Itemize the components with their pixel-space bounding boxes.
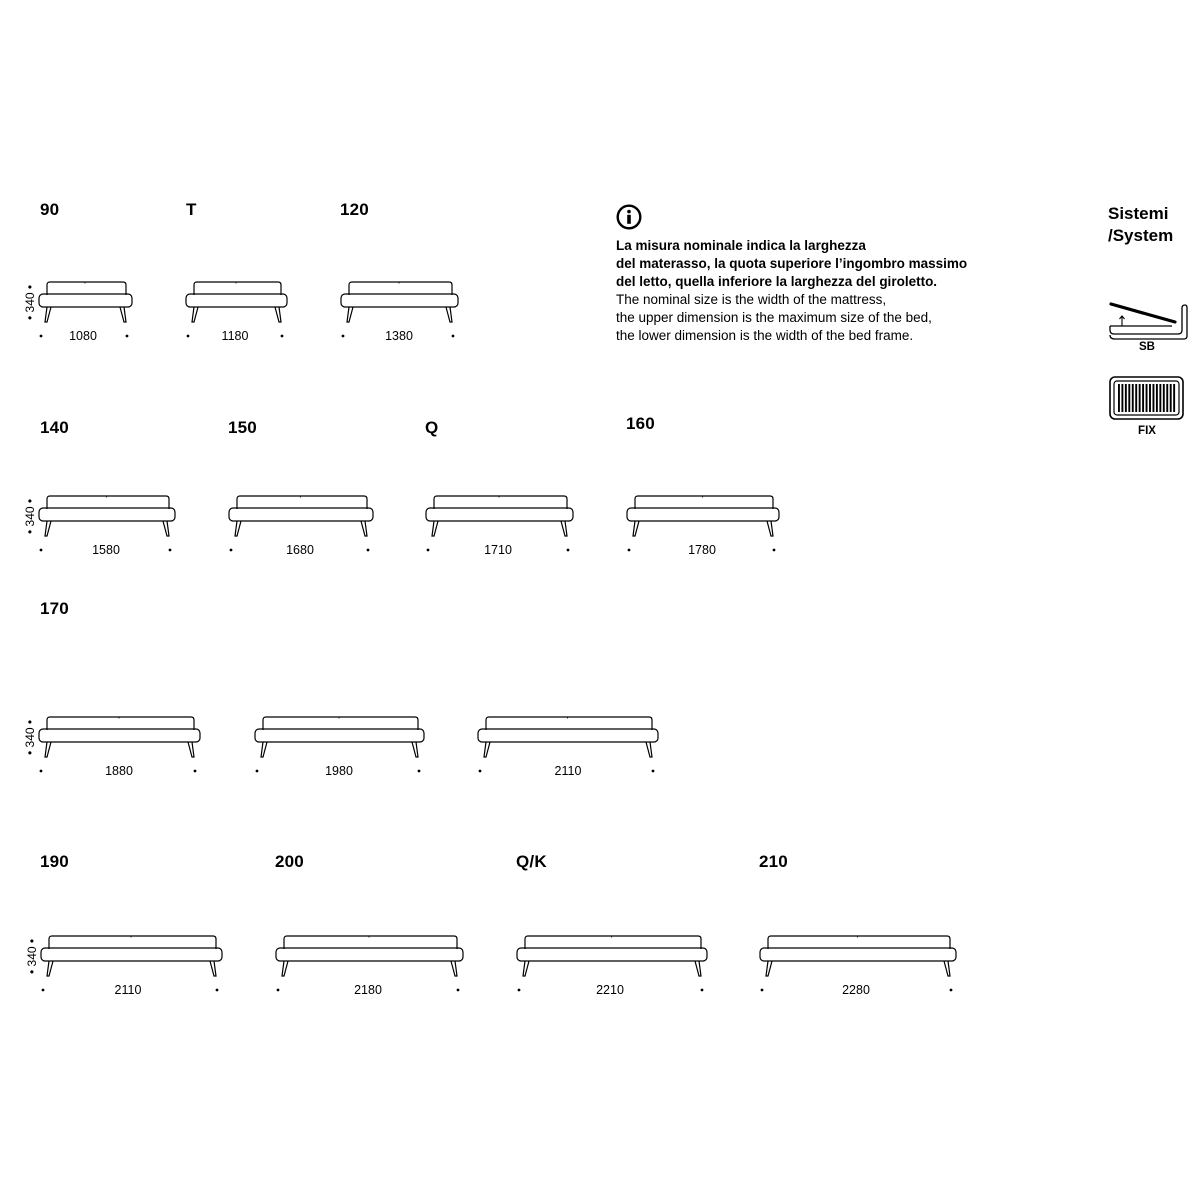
bed-leg xyxy=(451,961,457,976)
bed-frame xyxy=(39,294,132,307)
systems-title xyxy=(1108,203,1173,247)
height-dimension: • 340 • xyxy=(23,719,37,755)
size-label: Q xyxy=(425,418,439,437)
dimension-dot xyxy=(367,549,370,552)
bed-leg xyxy=(944,961,950,976)
width-dimension: 1880 xyxy=(105,764,133,778)
dimension-dot xyxy=(652,770,655,773)
bed-leg xyxy=(282,961,288,976)
dimension-dot xyxy=(452,335,455,338)
bed-headboard xyxy=(349,282,452,295)
bed-headboard xyxy=(635,496,773,509)
dimension-dot xyxy=(187,335,190,338)
dimension-dot xyxy=(281,335,284,338)
bed-frame xyxy=(517,948,707,961)
width-dimension: 1680 xyxy=(286,543,314,557)
bed-frame xyxy=(760,948,956,961)
bed-leg xyxy=(120,307,126,322)
info-line: La misura nominale indica la larghezza xyxy=(616,238,866,253)
bed-leg xyxy=(432,521,438,536)
dimension-dot xyxy=(42,989,45,992)
slat xyxy=(1163,384,1165,412)
width-dimension: 1580 xyxy=(92,543,120,557)
slat xyxy=(1139,384,1141,412)
width-dimension: 1980 xyxy=(325,764,353,778)
dimension-dot xyxy=(518,989,521,992)
dimension-dot xyxy=(126,335,129,338)
bed-headboard xyxy=(237,496,367,509)
size-label: 210 xyxy=(759,852,788,871)
width-dimension: 1180 xyxy=(221,329,249,343)
bed-headboard xyxy=(284,936,457,949)
systems-title-line: Sistemi xyxy=(1108,204,1169,223)
systems-title-line: /System xyxy=(1108,226,1174,245)
width-dimension: 2110 xyxy=(554,764,582,778)
storage-bed-icon xyxy=(1106,298,1188,344)
bed-headboard xyxy=(434,496,567,509)
slat xyxy=(1146,384,1148,412)
size-label: 170 xyxy=(40,599,69,618)
size-label: 190 xyxy=(40,852,69,871)
info-line: the lower dimension is the width of the bed frame. xyxy=(616,328,914,343)
bed-leg xyxy=(163,521,169,536)
bed-leg xyxy=(646,742,652,757)
width-dimension: 1080 xyxy=(69,329,97,343)
slat xyxy=(1121,384,1123,412)
width-dimension: 2210 xyxy=(596,983,624,997)
bed-headboard xyxy=(525,936,701,949)
size-label: 200 xyxy=(275,852,304,871)
size-label: Q/K xyxy=(516,852,547,871)
dimension-dot xyxy=(40,335,43,338)
info-line: del materasso, la quota superiore l’ingombro massimo xyxy=(616,256,968,271)
width-dimension: 2180 xyxy=(354,983,382,997)
bed-headboard xyxy=(768,936,950,949)
bed-frame xyxy=(426,508,573,521)
system-label-fix: FIX xyxy=(1138,425,1156,437)
bed-headboard xyxy=(263,717,418,730)
slat xyxy=(1125,384,1127,412)
size-label: 140 xyxy=(40,418,69,437)
bed-frame xyxy=(276,948,463,961)
dimension-dot xyxy=(479,770,482,773)
bed-frame xyxy=(478,729,658,742)
bed-leg xyxy=(347,307,353,322)
bed-leg xyxy=(767,521,773,536)
slat xyxy=(1159,384,1161,412)
bed-headboard xyxy=(49,936,216,949)
dimension-dot xyxy=(628,549,631,552)
info-line: the upper dimension is the maximum size of the bed, xyxy=(616,310,932,325)
bed-leg xyxy=(192,307,198,322)
size-label: 150 xyxy=(228,418,257,437)
dimension-dot xyxy=(761,989,764,992)
bed-leg xyxy=(523,961,529,976)
slat xyxy=(1166,384,1168,412)
size-label: 90 xyxy=(40,200,60,219)
slat xyxy=(1173,384,1175,412)
bed-frame xyxy=(41,948,222,961)
slat xyxy=(1118,384,1120,412)
height-dimension: • 340 • xyxy=(23,498,37,534)
slat xyxy=(1156,384,1158,412)
bed-frame xyxy=(39,729,200,742)
bed-frame xyxy=(341,294,458,307)
bed-headboard xyxy=(486,717,652,730)
info-text-italian xyxy=(616,237,967,291)
dimension-dot xyxy=(230,549,233,552)
height-dimension: • 340 • xyxy=(23,284,37,320)
dimension-dot xyxy=(277,989,280,992)
slat xyxy=(1132,384,1134,412)
bed-leg xyxy=(361,521,367,536)
slat xyxy=(1128,384,1130,412)
slat xyxy=(1170,384,1172,412)
bed-leg xyxy=(45,521,51,536)
size-label: 160 xyxy=(626,414,655,433)
dimension-dot xyxy=(342,335,345,338)
dimension-dot xyxy=(216,989,219,992)
bed-frame xyxy=(229,508,373,521)
bed-headboard xyxy=(47,496,169,509)
width-dimension: 2280 xyxy=(842,983,870,997)
slat xyxy=(1142,384,1144,412)
dimension-dot xyxy=(457,989,460,992)
dimension-dot xyxy=(567,549,570,552)
info-line: The nominal size is the width of the mattress, xyxy=(616,292,887,307)
bed-headboard xyxy=(47,282,126,295)
dimension-dot xyxy=(950,989,953,992)
bed-leg xyxy=(45,307,51,322)
height-dimension: • 340 • xyxy=(25,938,39,974)
dimension-dot xyxy=(169,549,172,552)
bed-leg xyxy=(275,307,281,322)
bed-leg xyxy=(261,742,267,757)
dimension-dot xyxy=(701,989,704,992)
bed-frame xyxy=(39,508,175,521)
bed-leg xyxy=(188,742,194,757)
bed-leg xyxy=(446,307,452,322)
bed-leg xyxy=(235,521,241,536)
slat xyxy=(1135,384,1137,412)
dimension-dot xyxy=(194,770,197,773)
bed-frame xyxy=(186,294,287,307)
bed-frame xyxy=(255,729,424,742)
bed-leg xyxy=(766,961,772,976)
dimension-dot xyxy=(418,770,421,773)
system-label-sb: SB xyxy=(1139,341,1155,353)
info-line: del letto, quella inferiore la larghezza del giroletto. xyxy=(616,274,938,289)
width-dimension: 1710 xyxy=(484,543,512,557)
bed-leg xyxy=(633,521,639,536)
width-dimension: 2110 xyxy=(114,983,142,997)
size-label: T xyxy=(186,200,197,219)
dimension-dot xyxy=(40,770,43,773)
bed-leg xyxy=(695,961,701,976)
bed-leg xyxy=(561,521,567,536)
dimension-dot xyxy=(427,549,430,552)
info-text-english xyxy=(616,291,932,345)
bed-leg xyxy=(484,742,490,757)
bed-frame xyxy=(627,508,779,521)
size-label: 120 xyxy=(340,200,369,219)
bed-leg xyxy=(412,742,418,757)
info-icon xyxy=(616,204,642,230)
bed-headboard xyxy=(47,717,194,730)
dimension-dot xyxy=(256,770,259,773)
width-dimension: 1780 xyxy=(688,543,716,557)
bed-headboard xyxy=(194,282,281,295)
bed-leg xyxy=(45,742,51,757)
slat xyxy=(1153,384,1155,412)
width-dimension: 1380 xyxy=(385,329,413,343)
dimension-dot xyxy=(773,549,776,552)
bed-leg xyxy=(210,961,216,976)
slat xyxy=(1149,384,1151,412)
bed-leg xyxy=(47,961,53,976)
fixed-slats-icon xyxy=(1109,376,1184,421)
dimension-dot xyxy=(40,549,43,552)
